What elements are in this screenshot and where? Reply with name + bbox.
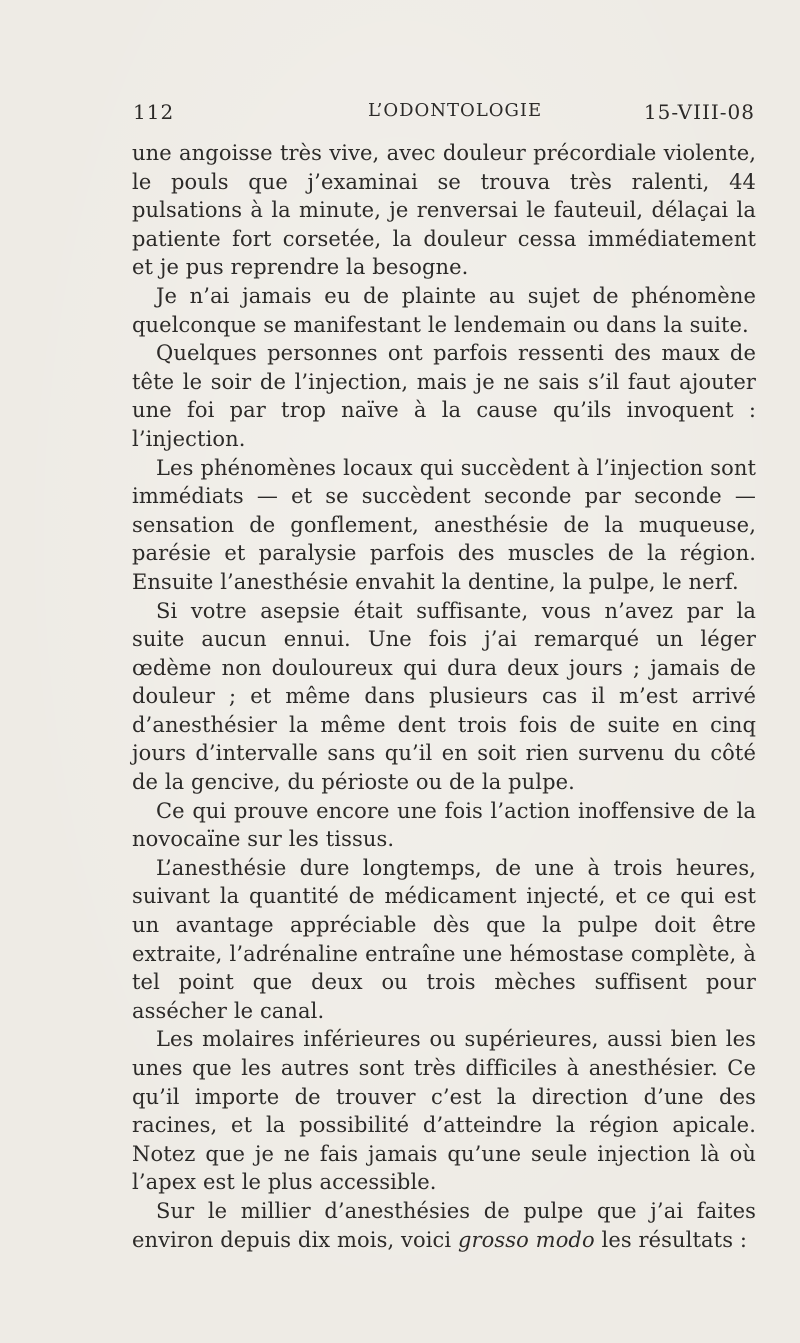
paragraph: Quelques personnes ont parfois ressenti des maux de tête le soir de l’injection, mais je ne sais s’il faut ajouter une foi par trop naïve à la cause qu’ils invoquent : l’injection. bbox=[132, 341, 756, 451]
running-header bbox=[133, 100, 755, 130]
paragraph: Je n’ai jamais eu de plainte au sujet de phénomène quelconque se manifestant le lendemain ou dans la suite. bbox=[132, 283, 756, 337]
paragraph-last bbox=[132, 1197, 756, 1254]
paragraph: Les phénomènes locaux qui succèdent à l’injection sont immédiats — et se succèdent seconde par seconde — sensation de gonflement, anesthésie de la muqueuse, parésie et paralysie parfois des muscles de la région. Ensuite l’anesthésie envahit la dentine, la pulpe, le nerf. bbox=[132, 455, 756, 594]
italic-phrase: grosso modo bbox=[457, 1227, 595, 1252]
paragraph: Si votre asepsie était suffisante, vous n’avez par la suite aucun ennui. Une fois j’ai remarqué un léger œdème non douloureux qui dura deux jours ; jamais de douleur ; et même dans plusieurs cas il m’est arrivé d’anesthésier la même dent trois fois de suite en cinq jours d’intervalle sans qu’il en soit rien survenu du côté de la gencive, du périoste ou de la pulpe. bbox=[132, 598, 756, 795]
body-text bbox=[132, 139, 756, 1254]
running-title: L’ODONTOLOGIE bbox=[368, 100, 543, 121]
issue-date: 15-VIII-08 bbox=[643, 100, 755, 124]
paragraph-continued: une angoisse très vive, avec douleur précordiale violente, le pouls que j’examinai se trouva très ralenti, 44 pulsations à la minute, je renversai le fauteuil, délaçai la patiente fort corsetée, la douleur cessa immédiatement et je pus reprendre la besogne. bbox=[132, 141, 756, 280]
paragraph: Ce qui prouve encore une fois l’action inoffensive de la novocaïne sur les tissus. bbox=[132, 798, 756, 852]
paragraph-text: Sur le millier d’anesthésies de pulpe que j’ai faites environ depuis dix mois, voici bbox=[132, 1198, 756, 1252]
paragraph-text: les résultats : bbox=[594, 1227, 748, 1252]
paragraph: Les molaires inférieures ou supérieures, aussi bien les unes que les autres sont très difficiles à anesthésier. Ce qu’il importe de trouver c’est la direction d’une des racines, et la possibilité d’atteindre la région apicale. Notez que je ne fais jamais qu’une seule injection là où l’apex est le plus accessible. bbox=[132, 1027, 756, 1195]
page-number: 112 bbox=[133, 100, 175, 124]
paragraph: L’anesthésie dure longtemps, de une à trois heures, suivant la quantité de médicament injecté, et ce qui est un avantage appréciable dès que la pulpe doit être extraite, l’adrénaline entraîne une hémostase complète, à tel point que deux ou trois mèches suffisent pour assécher le canal. bbox=[132, 855, 756, 1023]
